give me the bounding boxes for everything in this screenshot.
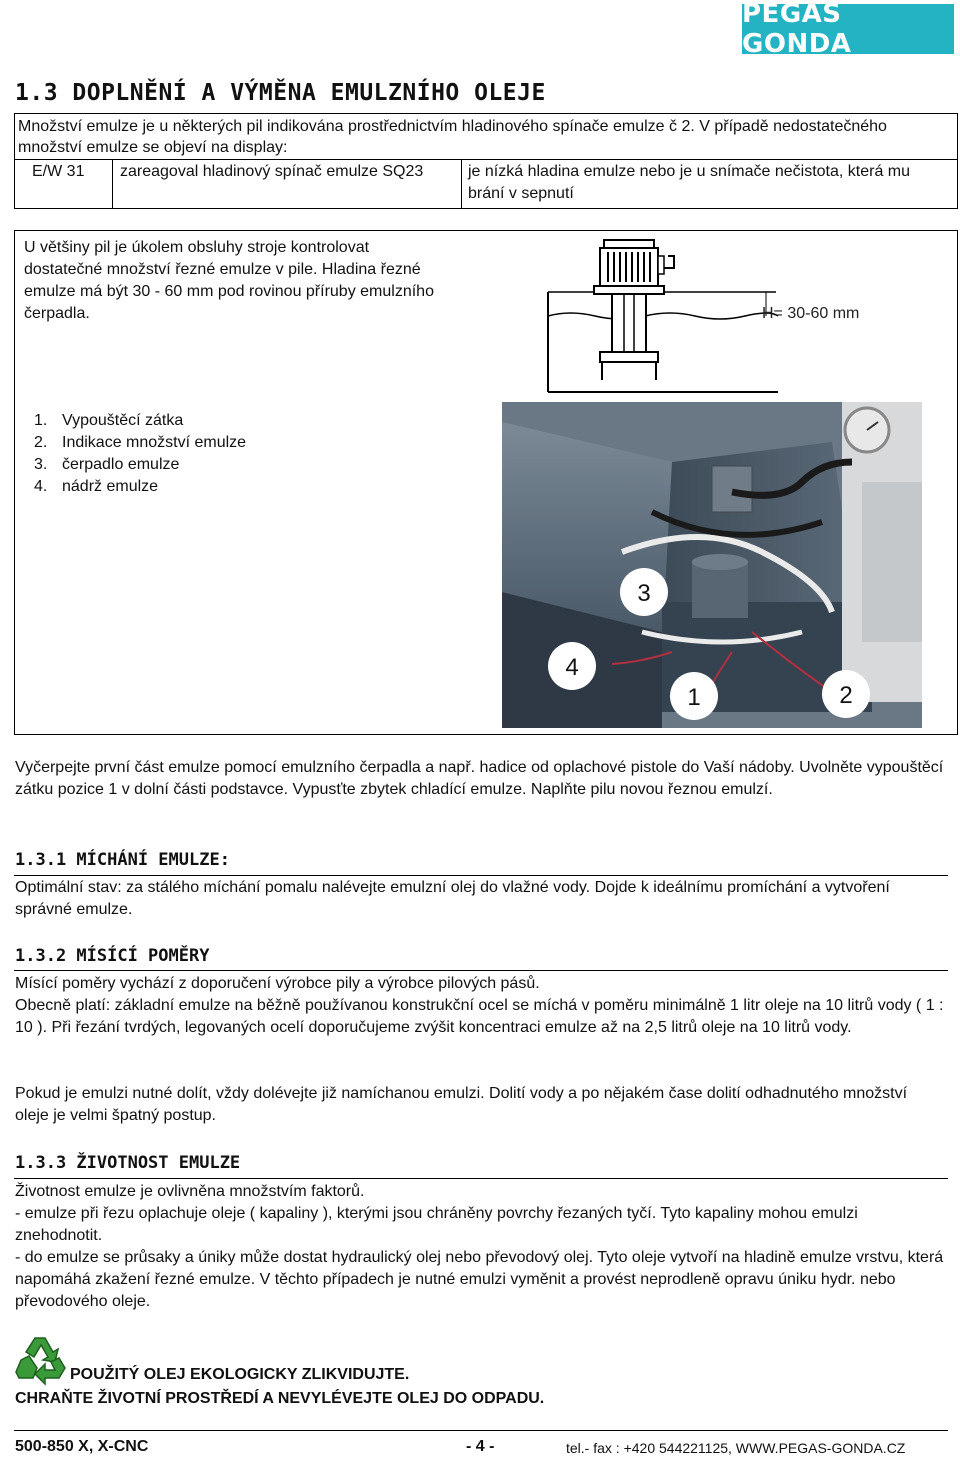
list-item: 3. čerpadlo emulze <box>34 456 180 473</box>
table-divider <box>461 159 462 209</box>
footer-page-number: - 4 - <box>466 1438 495 1455</box>
h-label: H= 30-60 mm <box>762 305 860 322</box>
eco-warning-line2: CHRAŇTE ŽIVOTNÍ PROSTŘEDÍ A NEVYLÉVEJTE OLEJ DO ODPADU. <box>15 1390 545 1407</box>
svg-text:3: 3 <box>637 580 651 607</box>
pump-foot <box>600 352 658 362</box>
list-item: 1. Vypouštěcí zátka <box>34 412 184 429</box>
pump-shaft <box>612 294 646 354</box>
error-message: zareagoval hladinový spínač emulze SQ23 <box>120 163 424 180</box>
footer-model: 500-850 X, X-CNC <box>15 1438 149 1455</box>
ratios-p1: Mísící poměry vychází z doporučení výrobce pily a výrobce pilových pásů. <box>15 975 540 992</box>
svg-text:4: 4 <box>565 654 579 681</box>
svg-text:2: 2 <box>839 682 853 709</box>
company-logo <box>742 0 954 59</box>
section-heading: 1.3 DOPLNĚNÍ A VÝMĚNA EMULZNÍHO OLEJE <box>15 80 546 106</box>
list-item: 2. Indikace množství emulze <box>34 434 247 451</box>
ratios-p3: Pokud je emulzi nutné dolít, vždy dolévejte již namíchanou emulzi. Dolití vody a po nějakém čase dolití odhadnutého množství oleje je velmi špatný postup. <box>15 1085 908 1124</box>
level-text: U většiny pil je úkolem obsluhy stroje kontrolovat dostatečné množství řezné emulze v pile. Hladina řezné emulze má být 30 - 60 mm pod rovinou příruby emulzního čerpadla. <box>24 239 434 322</box>
table-divider <box>112 159 113 209</box>
parts-list <box>34 410 247 498</box>
machine-photo <box>502 402 922 728</box>
lifetime-p3: - do emulze se průsaky a úniky může dostat hydraulický olej nebo převodový olej. Tyto oleje vytvoří na hladině emulze vrstvu, která napomáhá zkažení řezné emulze. V těchto případech je nutné emulzi vyměnit a provést neprodleně opravu úniku hydr. nebo převodového oleje. <box>15 1249 944 1310</box>
table-divider <box>14 159 958 160</box>
svg-text:1: 1 <box>687 684 701 711</box>
lifetime-p2: - emulze při řezu oplachuje oleje ( kapaliny ), kterými jsou chráněny povrchy řezaných tyčí. Tyto kapaliny mohou emulzi znehodnotit. <box>15 1205 858 1244</box>
intro-text: Množství emulze je u některých pil indikována prostřednictvím hladinového spínače emulze č 2. V případě nedostatečného množství emulze se objeví na display: <box>18 118 887 156</box>
heading-rule <box>14 875 948 876</box>
mixing-text: Optimální stav: za stálého míchání pomalu nalévejte emulzní olej do vlažné vody. Dojde k ideálnímu promíchání a vytvoření správné emulze. <box>15 879 890 918</box>
heading-rule <box>14 1178 948 1179</box>
motor-top <box>604 240 654 248</box>
footer-rule <box>14 1430 948 1431</box>
pump-flange <box>594 286 664 294</box>
drain-paragraph: Vyčerpejte první část emulze pomocí emulzního čerpadla a např. hadice od oplachové pistole do Vaší nádoby. Uvolněte vypouštěcí zátku pozice 1 v dolní části podstavce. Vypusťte zbytek chladící emulze. Naplňte pilu novou řeznou emulzí. <box>15 759 944 798</box>
eco-warning-line1: POUŽITÝ OLEJ EKOLOGICKY ZLIKVIDUJTE. <box>70 1366 410 1383</box>
lifetime-p1: Životnost emulze je ovlivněna množstvím faktorů. <box>15 1183 365 1200</box>
ratios-p2: Obecně platí: základní emulze na běžně používanou konstrukční ocel se míchá v poměru minimálně 1 litr oleje na 10 litrů vody ( 1 : 10 ). Při řezání tvrdých, legovaných ocelí doporučujeme zvýšit koncentraci emulze až na 2,5 litrů oleje na 10 litrů vody. <box>15 997 944 1036</box>
list-item: 4. nádrž emulze <box>34 478 159 495</box>
error-cause: je nízká hladina emulze nebo je u snímače nečistota, která mu brání v sepnutí <box>468 163 911 202</box>
ratios-heading: 1.3.2 MÍSÍCÍ POMĚRY <box>15 946 210 966</box>
error-code: E/W 31 <box>32 163 85 180</box>
heading-rule <box>14 970 948 971</box>
footer-contact: tel.- fax : +420 544221125, WWW.PEGAS-GONDA.CZ <box>566 1440 906 1456</box>
logo-text: PEGAS GONDA <box>742 0 852 59</box>
emulsion-level <box>548 313 778 319</box>
lifetime-heading: 1.3.3 ŽIVOTNOST EMULZE <box>15 1153 241 1173</box>
mixing-heading: 1.3.1 MÍCHÁNÍ EMULZE: <box>15 850 230 870</box>
pump-level-diagram <box>540 234 940 396</box>
recycle-icon <box>15 1334 71 1386</box>
